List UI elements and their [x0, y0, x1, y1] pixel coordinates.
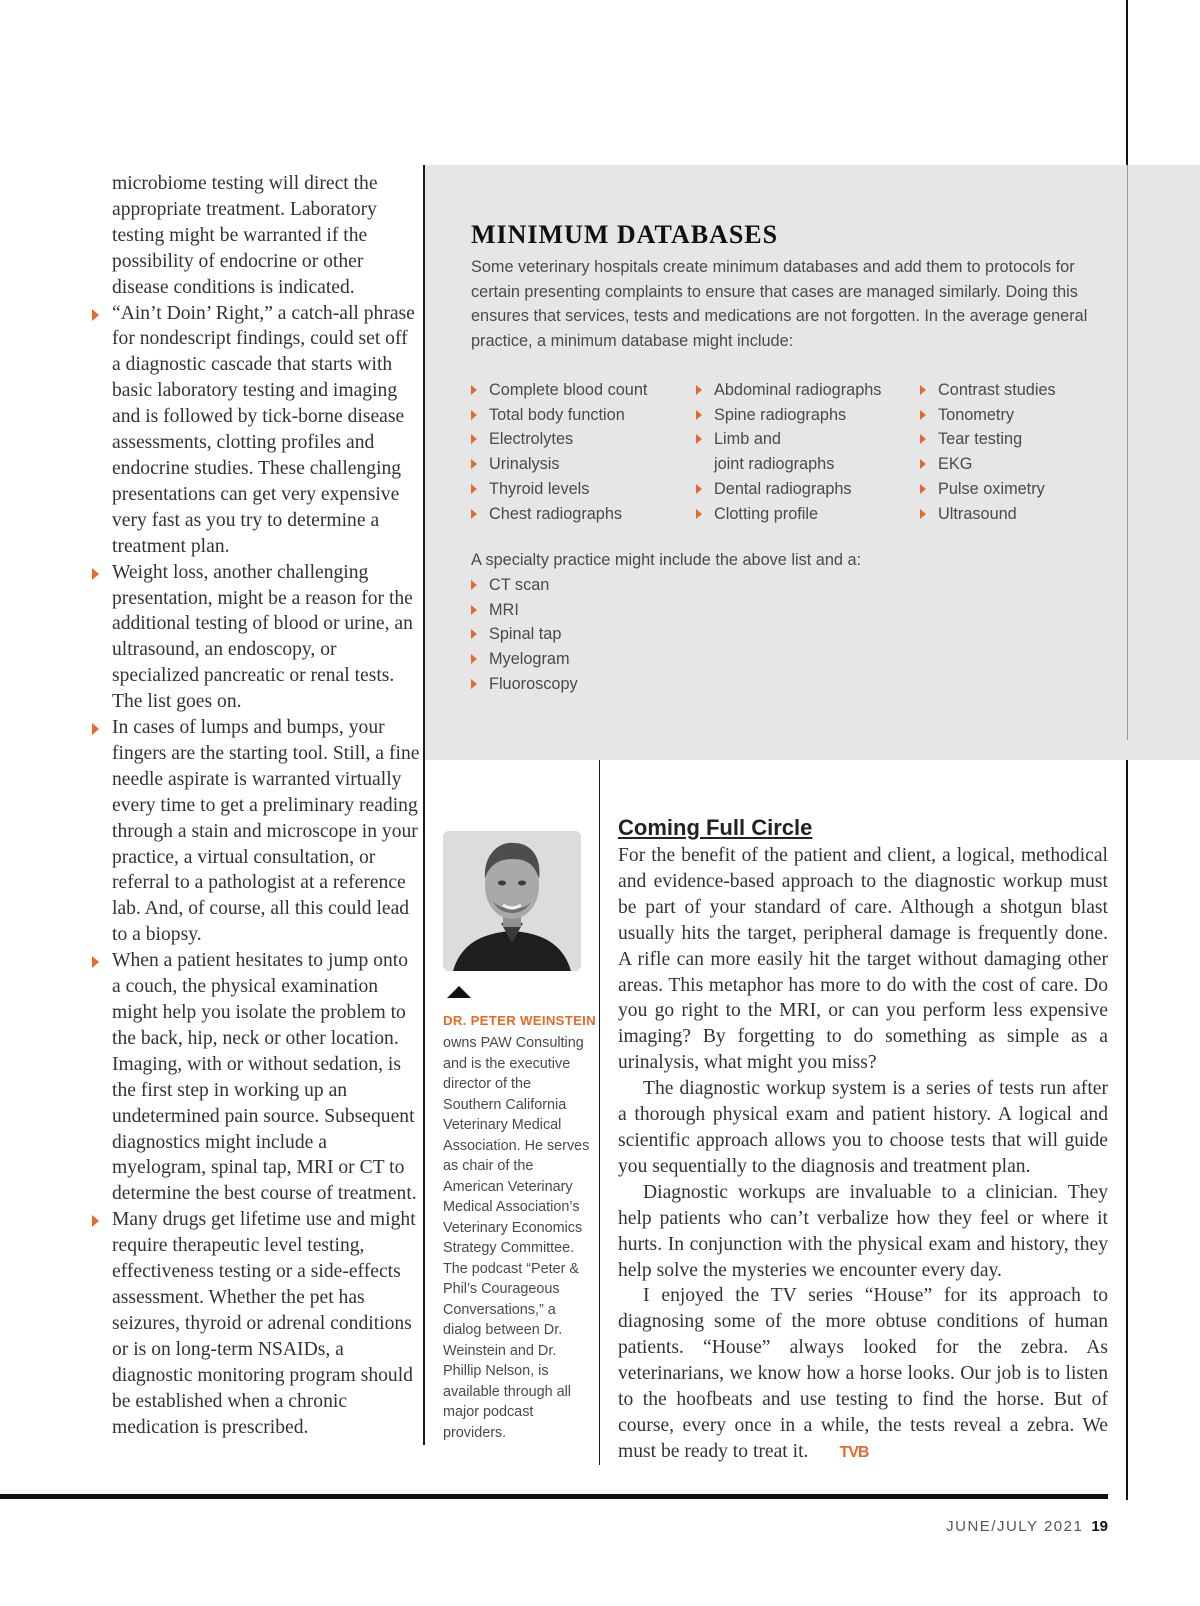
- bullet-arrow-icon: [920, 509, 926, 519]
- bullet-arrow-icon: [471, 385, 477, 395]
- bullet-arrow-icon: [696, 410, 702, 420]
- list-item: Tonometry: [920, 403, 1056, 428]
- list-item: EKG: [920, 452, 1056, 477]
- author-bio: owns PAW Consulting and is the executive director of the Southern California Veterinary Medical Association. He serves as chair of the American Veterinary Medical Association’s Veterinary Economics Strategy Committee. The podcast “Peter & Phil’s Courageous Conversations,” a dialog between Dr. Weinstein and Dr. Phillip Nelson, is available through all major podcast providers.: [443, 1035, 590, 1441]
- bullet-arrow-icon: [471, 509, 477, 519]
- column-divider: [423, 165, 425, 1445]
- article-section: [618, 814, 1108, 1466]
- list-item: Contrast studies: [920, 378, 1056, 403]
- bullet-arrow-icon: [696, 484, 702, 494]
- sidebar-intro: Some veterinary hospitals create minimum databases and add them to protocols for certain presenting complaints to ensure that cases are managed similarly. Doing this ensures that services, tests and medications are not forgotten. In the average general practice, a minimum database might include:: [471, 258, 1088, 351]
- bullet-arrow-icon: [471, 679, 477, 689]
- bullet-arrow-icon: [92, 1215, 99, 1227]
- issue-date: JUNE/JULY 2021: [946, 1518, 1084, 1535]
- page-footer: [946, 1518, 1108, 1535]
- list-item: Many drugs get lifetime use and might require therapeutic level testing, effectiveness testing or a side-effects assessment. Whether the pet has seizures, thyroid or adrenal conditions or is on long-term NSAIDs, a diagnostic monitoring program should be established when a chronic medication is prescribed.: [90, 1207, 420, 1440]
- bullet-arrow-icon: [920, 434, 926, 444]
- list-item: Dental radiographs: [696, 477, 881, 502]
- bullet-arrow-icon: [471, 580, 477, 590]
- bullet-arrow-icon: [471, 654, 477, 664]
- list-item: “Ain’t Doin’ Right,” a catch-all phrase for nondescript findings, could set off a diagnostic cascade that starts with basic laboratory testing and imaging and is followed by tick-borne disease assessments, clotting profiles and endocrine studies. These challenging presentations can get very expensive very fast as you try to determine a treatment plan.: [90, 301, 420, 560]
- bullet-arrow-icon: [92, 309, 99, 321]
- list-item: Tear testing: [920, 427, 1056, 452]
- list-item: Clotting profile: [696, 502, 881, 527]
- list-item: MRI: [471, 598, 578, 623]
- list-item: Pulse oximetry: [920, 477, 1056, 502]
- list-item: Total body function: [471, 403, 647, 428]
- list-item: Electrolytes: [471, 427, 647, 452]
- list-item: In cases of lumps and bumps, your fingers are the starting tool. Still, a fine needle aspirate is warranted virtually every time to get a preliminary reading through a stain and microscope in your practice, a virtual consultation, or referral to a pathologist at a reference lab. And, of course, all this could lead to a biopsy.: [90, 715, 420, 948]
- sidebar-title: MINIMUM DATABASES: [471, 220, 779, 249]
- author-column-divider: [599, 760, 600, 1465]
- list-item: Urinalysis: [471, 452, 647, 477]
- list-item: CT scan: [471, 573, 578, 598]
- author-photo: [443, 831, 581, 971]
- bullet-arrow-icon: [471, 459, 477, 469]
- page-number: 19: [1091, 1518, 1108, 1535]
- list-item: Ultrasound: [920, 502, 1056, 527]
- database-list-col1: [471, 378, 647, 526]
- list-item: Weight loss, another challenging presentation, might be a reason for the additional testing of blood or urine, an ultrasound, an endoscopy, or specialized pancreatic or renal tests. The list goes on.: [90, 560, 420, 715]
- bullet-arrow-icon: [471, 629, 477, 639]
- left-lead-paragraph: microbiome testing will direct the appropriate treatment. Laboratory testing might be warranted if the possibility of endocrine or other disease conditions is indicated.: [112, 173, 378, 298]
- article-title: Coming Full Circle: [618, 815, 813, 840]
- bullet-arrow-icon: [920, 410, 926, 420]
- article-paragraph: I enjoyed the TV series “House” for its approach to diagnosing some of the more obtuse conditions of human patients. “House” always looked for the zebra. As veterinarians, we know how a horse looks. Our job is to listen to the hoofbeats and use testing to find the horse. But of course, every once in a while, the tests reveal a zebra. We must be ready to treat it. TVB: [618, 1283, 1108, 1465]
- list-item: Spine radiographs: [696, 403, 881, 428]
- bullet-arrow-icon: [92, 568, 99, 580]
- bullet-arrow-icon: [92, 956, 99, 968]
- list-item: Chest radiographs: [471, 502, 647, 527]
- article-paragraph: For the benefit of the patient and client, a logical, methodical and evidence-based approach to the diagnostic workup must be part of your standard of care. Although a shotgun blast usually hits the target, peripheral damage is frequently done. A rifle can more easily hit the target without damaging other areas. This metaphor has more to do with the cost of care. Do you go right to the MRI, or can you perform less expensive imaging? By forgetting to do something as simple as a urinalysis, what might you miss?: [618, 845, 1108, 1074]
- author-portrait-icon: [443, 831, 581, 971]
- list-item: Abdominal radiographs: [696, 378, 881, 403]
- footer-rule: [0, 1494, 1108, 1499]
- list-item-continuation: joint radiographs: [714, 455, 835, 474]
- bullet-arrow-icon: [920, 484, 926, 494]
- bullet-arrow-icon: [696, 509, 702, 519]
- bullet-arrow-icon: [696, 434, 702, 444]
- list-item: Complete blood count: [471, 378, 647, 403]
- bullet-arrow-icon: [92, 723, 99, 735]
- author-name: DR. PETER WEINSTEIN: [443, 1013, 596, 1028]
- box-inner-rule: [1127, 165, 1128, 740]
- tvb-end-mark: TVB: [839, 1443, 869, 1461]
- left-column: [90, 171, 420, 1440]
- bullet-arrow-icon: [471, 605, 477, 615]
- specialty-intro: A specialty practice might include the above list and a:: [471, 551, 862, 569]
- list-item: When a patient hesitates to jump onto a couch, the physical examination might help you isolate the problem to the back, hip, neck or other location. Imaging, with or without sedation, is the first step in working up an undetermined pain source. Subsequent diagnostics might include a myelogram, spinal tap, MRI or CT to determine the best course of treatment.: [90, 948, 420, 1207]
- list-item: Spinal tap: [471, 622, 578, 647]
- database-list-col3: [920, 378, 1056, 526]
- article-paragraph: Diagnostic workups are invaluable to a clinician. They help patients who can’t verbalize how they feel or where it hurts. In conjunction with the physical exam and history, they help solve the mysteries we encounter every day.: [618, 1181, 1108, 1281]
- bullet-arrow-icon: [471, 484, 477, 494]
- specialty-list: [471, 573, 578, 697]
- database-list-col2: [696, 378, 881, 526]
- bullet-arrow-icon: [471, 410, 477, 420]
- list-item: Limb and: [696, 427, 881, 452]
- left-bullet-list: [90, 301, 420, 1441]
- list-item: Fluoroscopy: [471, 672, 578, 697]
- bullet-arrow-icon: [920, 385, 926, 395]
- bullet-arrow-icon: [696, 385, 702, 395]
- article-paragraph: The diagnostic workup system is a series of tests run after a thorough physical exam and patient history. A logical and scientific approach allows you to choose tests that will guide you sequentially to the diagnosis and treatment plan.: [618, 1078, 1108, 1177]
- list-item: Myelogram: [471, 647, 578, 672]
- bullet-arrow-icon: [920, 459, 926, 469]
- list-item: Thyroid levels: [471, 477, 647, 502]
- triangle-up-icon: [447, 986, 471, 998]
- bullet-arrow-icon: [471, 434, 477, 444]
